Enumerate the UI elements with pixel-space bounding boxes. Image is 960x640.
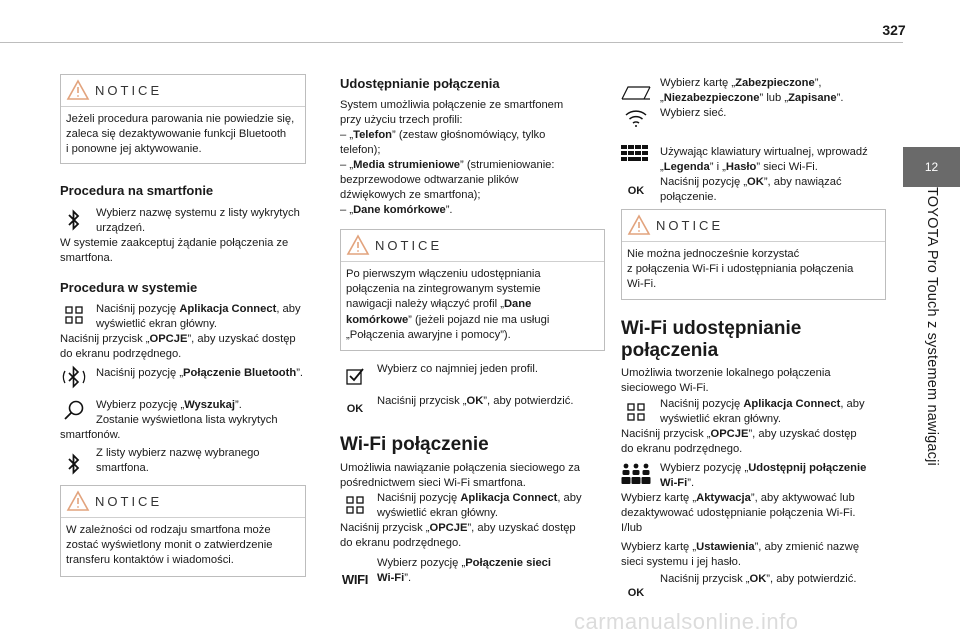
notice-box-pairing [60, 74, 306, 164]
ok-icon: OK [346, 403, 364, 416]
apps-grid-icon [623, 400, 649, 424]
tabs-icon [621, 80, 651, 104]
warning-icon [627, 214, 651, 236]
watermark: carmanualsonline.info [574, 609, 799, 634]
warning-icon [346, 234, 370, 256]
bluetooth-icon [61, 452, 87, 476]
keyboard-icon [621, 143, 649, 167]
warning-icon [66, 79, 90, 101]
checkbox-icon [342, 364, 368, 388]
notice-box-contacts [60, 485, 306, 577]
ok-icon: OK [627, 587, 645, 600]
notice-box-profile [340, 229, 605, 351]
notice-title: NOTICE [95, 494, 163, 509]
wifi-connection-heading: Wi-Fi połączenie [340, 434, 489, 455]
wifi-signal-icon [623, 106, 649, 130]
notice-title: NOTICE [656, 218, 724, 233]
notice-text: W zależności od rodzaju smartfona może zostać wyświetlony monit o zatwierdzenie transferu kontaktów i wiadomości. [66, 524, 273, 567]
system-procedure-heading: Procedura w systemie [60, 280, 198, 295]
ok-icon: OK [627, 185, 645, 198]
hotspot-heading: Wi-Fi udostępnianie połączenia [621, 318, 802, 361]
search-icon [61, 398, 87, 422]
wifi-icon: WIFI [341, 572, 369, 588]
notice-text: Po pierwszym włączeniu udostępniania połączenia na zintegrowanym systemie nawigacji należy włączyć profil „Dane komórkowe” (jeżeli pojazd nie ma usługi „Połączenia awaryjne i pomocy”). [346, 268, 550, 341]
notice-text: Nie można jednocześnie korzystać z połączenia Wi-Fi i udostępniania połączenia Wi-Fi. [627, 248, 854, 291]
apps-grid-icon [61, 303, 87, 327]
hotspot-users-icon [621, 462, 651, 486]
apps-grid-icon [342, 493, 368, 517]
smartphone-procedure-heading: Procedura na smartfonie [60, 183, 214, 198]
notice-text: Jeżeli procedura parowania nie powiedzie się, zaleca się dezaktywowanie funkcji Bluetooth i ponowne jej aktywowanie. [66, 113, 295, 156]
header-rule [0, 42, 903, 43]
chapter-title: TOYOTA Pro Touch z systemem nawigacji [924, 187, 940, 466]
chapter-tab: 12 [903, 147, 960, 187]
notice-box-wifi [621, 209, 886, 300]
page-number: 327 [882, 22, 906, 38]
sharing-heading: Udostępnianie połączenia [340, 76, 500, 91]
bluetooth-connection-icon [60, 363, 88, 391]
notice-title: NOTICE [375, 238, 443, 253]
warning-icon [66, 490, 90, 512]
bluetooth-icon [61, 208, 87, 232]
notice-title: NOTICE [95, 83, 163, 98]
